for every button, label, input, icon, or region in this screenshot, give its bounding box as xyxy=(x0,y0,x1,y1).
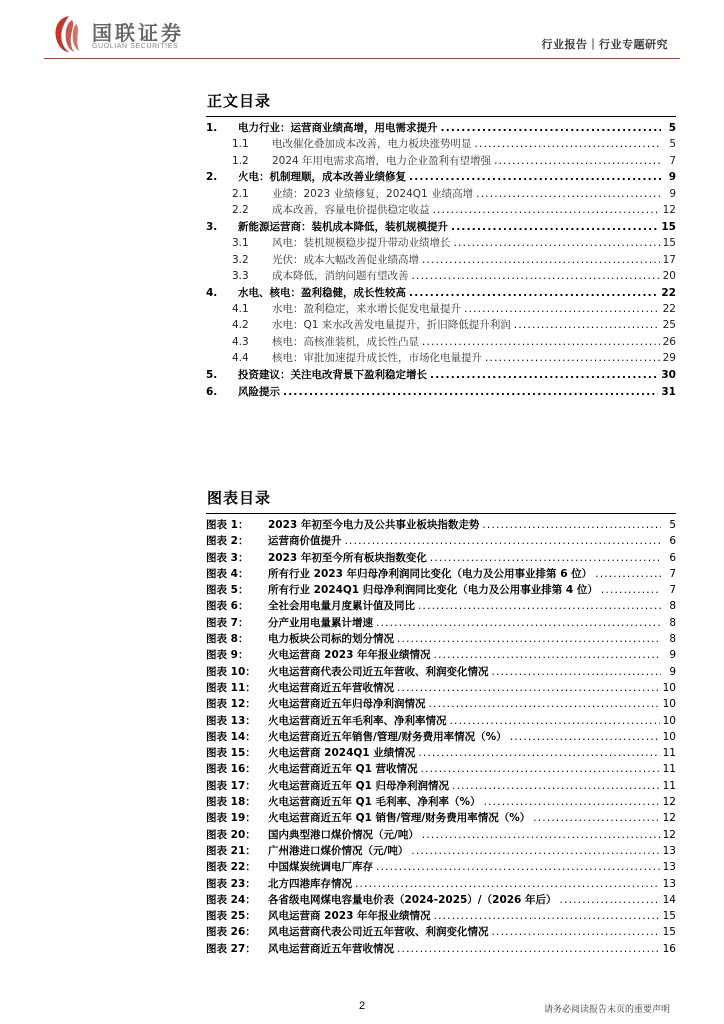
toc-chapter[interactable] xyxy=(206,367,676,383)
dot-leader xyxy=(484,794,660,810)
figure-entry[interactable] xyxy=(206,517,676,533)
entry-page: 25 xyxy=(662,319,676,332)
dot-leader xyxy=(434,647,661,663)
entry-number: 图表 13： xyxy=(206,714,256,727)
entry-title: 电力行业：运营商业绩高增，用电需求提升 xyxy=(238,122,438,134)
figure-entry[interactable] xyxy=(206,827,676,843)
figure-entry[interactable] xyxy=(206,745,676,761)
entry-title: 火电：机制理顺，成本改善业绩修复 xyxy=(238,171,406,184)
entry-page: 30 xyxy=(661,368,676,381)
dot-leader xyxy=(429,696,660,712)
entry-title: 北方四港库存情况 xyxy=(268,877,352,890)
dot-leader xyxy=(430,550,661,566)
figure-entry[interactable] xyxy=(206,941,676,957)
entry-page: 10 xyxy=(662,698,676,711)
entry-number: 图表 8： xyxy=(206,633,249,646)
figure-entry[interactable] xyxy=(206,794,676,810)
entry-page: 10 xyxy=(662,714,676,727)
dot-leader xyxy=(412,268,660,284)
figure-entry[interactable] xyxy=(206,761,676,777)
figures-title: 图表目录 xyxy=(207,489,272,507)
entry-title: 光伏：成本大幅改善促业绩高增 xyxy=(272,253,419,266)
entry-number: 4. xyxy=(206,286,218,299)
dot-leader xyxy=(485,350,660,366)
entry-page: 15 xyxy=(662,926,676,939)
figure-entry[interactable] xyxy=(206,729,676,745)
contents-divider xyxy=(206,116,676,117)
entry-page: 31 xyxy=(661,385,676,398)
toc-section[interactable] xyxy=(206,317,676,333)
guolian-logo-icon xyxy=(52,14,86,54)
dot-leader xyxy=(422,827,660,843)
entry-page: 6 xyxy=(669,535,676,548)
entry-title: 全社会用电量月度累计值及同比 xyxy=(268,600,415,613)
dot-leader xyxy=(482,517,661,533)
page-number: 2 xyxy=(358,1000,366,1012)
figure-entry[interactable] xyxy=(206,713,676,729)
entry-number: 3.1 xyxy=(232,237,249,250)
entry-page: 7 xyxy=(669,154,676,167)
entry-page: 5 xyxy=(669,138,676,151)
entry-page: 11 xyxy=(662,747,676,760)
entry-page: 20 xyxy=(662,269,676,282)
dot-leader xyxy=(492,924,660,940)
entry-page: 8 xyxy=(669,600,676,613)
dot-leader xyxy=(376,859,660,875)
entry-number: 6. xyxy=(206,385,218,398)
entry-page: 15 xyxy=(662,910,676,923)
entry-number: 2.2 xyxy=(232,204,249,217)
entry-page: 9 xyxy=(669,665,676,678)
entry-page: 11 xyxy=(662,763,676,776)
dot-leader xyxy=(418,598,661,614)
toc-section[interactable] xyxy=(206,153,676,169)
figures-divider xyxy=(206,513,676,514)
entry-page: 10 xyxy=(662,730,676,743)
entry-page: 9 xyxy=(669,187,676,200)
dot-leader xyxy=(433,202,660,218)
entry-title: 风险提示 xyxy=(238,385,280,398)
entry-number: 图表 26： xyxy=(206,926,256,939)
entry-page: 5 xyxy=(668,122,676,134)
dot-leader xyxy=(422,252,660,268)
entry-page: 15 xyxy=(662,237,676,250)
entry-page: 26 xyxy=(662,335,676,348)
figure-entry[interactable] xyxy=(206,582,676,598)
dot-leader xyxy=(452,778,660,794)
dot-leader xyxy=(514,317,660,333)
figure-entry[interactable] xyxy=(206,550,676,566)
entry-page: 22 xyxy=(661,286,676,299)
figure-entry[interactable] xyxy=(206,843,676,859)
dot-leader xyxy=(355,876,660,892)
entry-page: 8 xyxy=(669,616,676,629)
figure-entry[interactable] xyxy=(206,810,676,826)
figure-entry[interactable] xyxy=(206,908,676,924)
dot-leader xyxy=(595,566,661,582)
toc-chapter[interactable] xyxy=(206,384,676,400)
entry-page: 12 xyxy=(662,812,676,825)
figure-entry[interactable] xyxy=(206,615,676,631)
entry-title: 核电：审批加速提升成长性，市场化电量提升 xyxy=(272,351,482,364)
dot-leader xyxy=(411,843,659,859)
entry-title: 成本降低，消纳问题有望改善 xyxy=(272,269,409,282)
figure-entry[interactable] xyxy=(206,892,676,908)
entry-page: 12 xyxy=(662,796,676,809)
dot-leader xyxy=(494,153,661,169)
entry-page: 29 xyxy=(662,351,676,364)
entry-page: 11 xyxy=(662,779,676,792)
entry-number: 图表 4： xyxy=(206,567,249,580)
dot-leader xyxy=(450,713,660,729)
entry-title: 2023 年初至今所有板块指数变化 xyxy=(268,551,427,564)
entry-number: 图表 7： xyxy=(206,616,249,629)
header-divider xyxy=(44,58,680,59)
entry-title: 所有行业 2024Q1 归母净利润同比变化（电力及公用事业排第 4 位） xyxy=(268,584,598,597)
entry-title: 火电运营商近五年营收情况 xyxy=(268,681,394,694)
dot-leader xyxy=(434,908,660,924)
entry-title: 火电运营商近五年归母净利润情况 xyxy=(268,698,426,711)
entry-number: 图表 3： xyxy=(206,551,249,564)
dot-leader xyxy=(451,219,658,235)
entry-title: 广州港进口煤价情况（元/吨） xyxy=(268,844,409,857)
entry-title: 风电：装机规模稳步提升带动业绩增长 xyxy=(272,237,451,250)
entry-number: 图表 6： xyxy=(206,600,249,613)
entry-number: 图表 21： xyxy=(206,844,256,857)
entry-number: 图表 14： xyxy=(206,730,256,743)
entry-number: 图表 22： xyxy=(206,861,256,874)
entry-number: 1. xyxy=(206,122,218,134)
entry-page: 9 xyxy=(668,171,676,184)
entry-number: 图表 17： xyxy=(206,779,256,792)
entry-page: 14 xyxy=(662,893,676,906)
entry-page: 12 xyxy=(662,828,676,841)
entry-title: 水电、核电：盈利稳健，成长性较高 xyxy=(238,286,406,299)
toc-section[interactable] xyxy=(206,235,676,251)
entry-title: 水电：盈利稳定，来水增长促发电量提升 xyxy=(272,303,461,316)
figure-entry[interactable] xyxy=(206,680,676,696)
entry-title: 核电：高核准装机，成长性凸显 xyxy=(272,335,419,348)
toc-chapter[interactable] xyxy=(206,219,676,235)
entry-title: 运营商价值提升 xyxy=(268,535,342,548)
entry-page: 22 xyxy=(662,303,676,316)
entry-number: 4.3 xyxy=(232,335,249,348)
dot-leader xyxy=(510,729,660,745)
dot-leader xyxy=(533,810,659,826)
toc-section[interactable] xyxy=(206,252,676,268)
dot-leader xyxy=(397,680,660,696)
entry-title: 国内典型港口煤价情况（元/吨） xyxy=(268,828,419,841)
entry-title: 电力板块公司标的划分情况 xyxy=(268,633,394,646)
entry-title: 风电运营商近五年营收情况 xyxy=(268,942,394,955)
toc-section[interactable] xyxy=(206,268,676,284)
entry-page: 13 xyxy=(662,877,676,890)
entry-number: 图表 12： xyxy=(206,698,256,711)
entry-title: 火电运营商代表公司近五年营收、利润变化情况 xyxy=(268,665,489,678)
dot-leader xyxy=(422,334,660,350)
toc-section[interactable] xyxy=(206,186,676,202)
entry-title: 中国煤炭统调电厂库存 xyxy=(268,861,373,874)
entry-title: 业绩：2023 业绩修复，2024Q1 业绩高增 xyxy=(272,187,474,200)
entry-number: 图表 15： xyxy=(206,747,256,760)
entry-number: 4.1 xyxy=(232,303,249,316)
contents-list xyxy=(206,120,676,400)
entry-page: 15 xyxy=(661,220,676,233)
entry-number: 3. xyxy=(206,220,218,233)
dot-leader xyxy=(560,892,660,908)
entry-title: 火电运营商近五年销售/管理/财务费用率情况（%） xyxy=(268,730,507,743)
brand-name: 国联证券 xyxy=(92,21,184,45)
dot-leader xyxy=(418,745,659,761)
entry-page: 10 xyxy=(662,681,676,694)
figure-entry[interactable] xyxy=(206,778,676,794)
figure-entry[interactable] xyxy=(206,566,676,582)
dot-leader xyxy=(601,582,661,598)
entry-number: 图表 10： xyxy=(206,665,256,678)
toc-section[interactable] xyxy=(206,202,676,218)
page-header xyxy=(0,0,724,62)
toc-chapter[interactable] xyxy=(206,169,676,185)
entry-number: 4.2 xyxy=(232,319,249,332)
entry-number: 图表 11： xyxy=(206,681,256,694)
entry-title: 火电运营商近五年毛利率、净利率情况 xyxy=(268,714,447,727)
dot-leader xyxy=(454,235,660,251)
entry-number: 图表 20： xyxy=(206,828,256,841)
entry-number: 图表 23： xyxy=(206,877,256,890)
figure-entry[interactable] xyxy=(206,859,676,875)
entry-title: 所有行业 2023 年归母净利润同比变化（电力及公用事业排第 6 位） xyxy=(268,567,593,580)
figure-entry[interactable] xyxy=(206,533,676,549)
entry-number: 图表 1： xyxy=(206,519,249,531)
report-category: 行业报告｜行业专题研究 xyxy=(541,38,668,51)
dot-leader xyxy=(376,615,661,631)
contents-title: 正文目录 xyxy=(207,92,272,110)
toc-section[interactable] xyxy=(206,350,676,366)
entry-number: 3.3 xyxy=(232,269,249,282)
entry-number: 1.2 xyxy=(232,154,249,167)
entry-page: 8 xyxy=(669,633,676,646)
entry-page: 7 xyxy=(669,584,676,597)
entry-number: 4.4 xyxy=(232,351,249,364)
figure-entry[interactable] xyxy=(206,598,676,614)
dot-leader xyxy=(476,186,661,202)
entry-number: 图表 27： xyxy=(206,942,256,955)
entry-number: 图表 24： xyxy=(206,893,256,906)
toc-chapter[interactable] xyxy=(206,120,676,136)
entry-title: 投资建议：关注电改背景下盈利稳定增长 xyxy=(238,368,427,381)
entry-title: 风电运营商代表公司近五年营收、利润变化情况 xyxy=(268,926,489,939)
dot-leader xyxy=(409,169,661,185)
entry-page: 5 xyxy=(669,519,676,531)
entry-title: 火电运营商近五年 Q1 毛利率、净利率（%） xyxy=(268,796,481,809)
entry-number: 图表 25： xyxy=(206,910,256,923)
figure-entry[interactable] xyxy=(206,631,676,647)
figure-entry[interactable] xyxy=(206,696,676,712)
dot-leader xyxy=(345,533,662,549)
entry-title: 水电：Q1 来水改善发电量提升，折旧降低提升利润 xyxy=(272,319,511,332)
entry-page: 13 xyxy=(662,861,676,874)
entry-number: 3.2 xyxy=(232,253,249,266)
entry-number: 2.1 xyxy=(232,187,249,200)
entry-number: 1.1 xyxy=(232,138,249,151)
entry-page: 16 xyxy=(662,942,676,955)
entry-page: 9 xyxy=(669,649,676,662)
entry-page: 13 xyxy=(662,844,676,857)
dot-leader xyxy=(409,285,658,301)
dot-leader xyxy=(397,631,661,647)
entry-title: 电改催化叠加成本改善，电力板块涨势明显 xyxy=(272,138,472,151)
figures-list xyxy=(206,517,676,957)
entry-title: 火电运营商 2024Q1 业绩情况 xyxy=(268,747,416,760)
dot-leader xyxy=(464,301,660,317)
toc-section[interactable] xyxy=(206,334,676,350)
entry-title: 火电运营商 2023 年年报业绩情况 xyxy=(268,649,431,662)
entry-title: 火电运营商近五年 Q1 营收情况 xyxy=(268,763,418,776)
entry-title: 火电运营商近五年 Q1 销售/管理/财务费用率情况（%） xyxy=(268,812,531,825)
toc-chapter[interactable] xyxy=(206,285,676,301)
entry-number: 5. xyxy=(206,368,218,381)
entry-page: 6 xyxy=(669,551,676,564)
toc-section[interactable] xyxy=(206,136,676,152)
entry-number: 图表 16： xyxy=(206,763,256,776)
entry-title: 风电运营商 2023 年年报业绩情况 xyxy=(268,910,431,923)
entry-title: 成本改善，容量电价提供稳定收益 xyxy=(272,204,430,217)
dot-leader xyxy=(421,761,660,777)
entry-number: 图表 18： xyxy=(206,796,256,809)
entry-number: 2. xyxy=(206,171,218,184)
dot-leader xyxy=(430,367,658,383)
brand-name-en: GUOLIAN SECURITIES xyxy=(92,43,179,50)
entry-number: 图表 19： xyxy=(206,812,256,825)
dot-leader xyxy=(441,120,662,136)
dot-leader xyxy=(397,941,660,957)
entry-title: 2023 年初至今电力及公共事业板块指数走势 xyxy=(268,519,480,531)
entry-number: 图表 9： xyxy=(206,649,249,662)
entry-page: 12 xyxy=(662,204,676,217)
figure-entry[interactable] xyxy=(206,924,676,940)
entry-page: 7 xyxy=(669,567,676,580)
entry-number: 图表 2： xyxy=(206,535,249,548)
figure-entry[interactable] xyxy=(206,664,676,680)
entry-title: 分产业用电量累计增速 xyxy=(268,616,373,629)
disclaimer-note: 请务必阅读报告末页的重要声明 xyxy=(543,1005,670,1015)
dot-leader xyxy=(475,136,662,152)
entry-number: 图表 5： xyxy=(206,584,249,597)
entry-title: 各省级电网煤电容量电价表（2024-2025）/（2026 年后） xyxy=(268,893,557,906)
entry-title: 火电运营商近五年 Q1 归母净利润情况 xyxy=(268,779,450,792)
entry-title: 新能源运营商：装机成本降低，装机规模提升 xyxy=(238,220,448,233)
figure-entry[interactable] xyxy=(206,876,676,892)
figure-entry[interactable] xyxy=(206,647,676,663)
dot-leader xyxy=(492,664,662,680)
entry-title: 2024 年用电需求高增，电力企业盈利有望增强 xyxy=(272,154,492,167)
dot-leader xyxy=(283,384,658,400)
entry-page: 17 xyxy=(662,253,676,266)
toc-section[interactable] xyxy=(206,301,676,317)
